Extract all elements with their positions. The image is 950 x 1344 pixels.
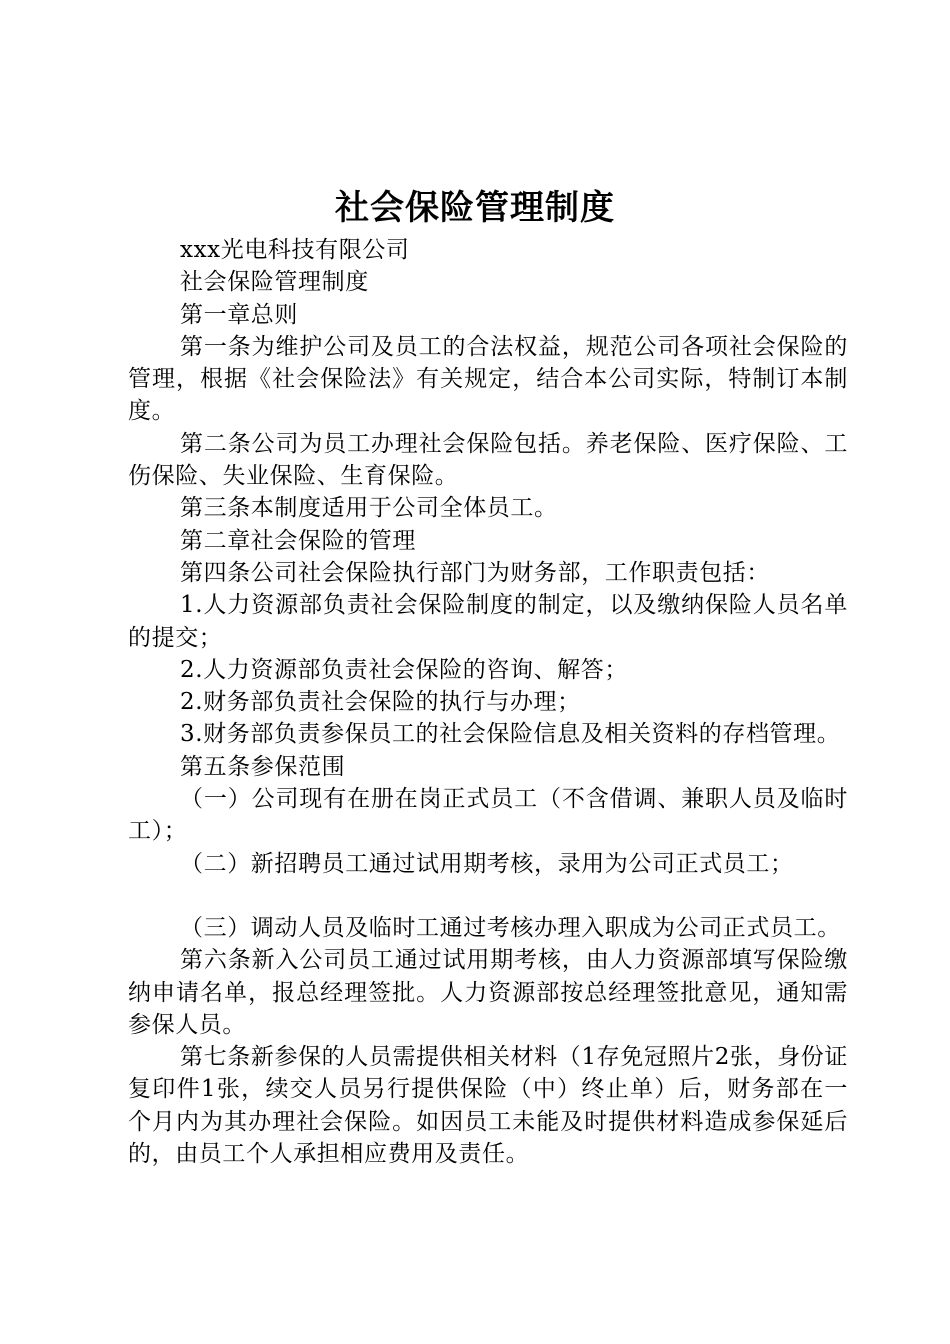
duty-item-1: 1.人力资源部负责社会保险制度的制定，以及缴纳保险人员名单的提交； [128, 592, 848, 651]
regulation-name: 社会保险管理制度 [180, 269, 369, 296]
document-title: 社会保险管理制度 [335, 188, 615, 228]
article-six: 第六条新入公司员工通过试用期考核，由人力资源部填写保险缴纳申请名单，报总经理签批。人力资源部按总经理签批意见，通知需参保人员。 [128, 947, 848, 1038]
chapter-two-heading: 第二章社会保险的管理 [180, 527, 416, 554]
duty-item-2: 2.人力资源部负责社会保险的咨询、解答； [180, 656, 628, 683]
article-one: 第一条为维护公司及员工的合法权益，规范公司各项社会保险的管理，根据《社会保险法》有关规定，结合本公司实际，特制订本制度。 [128, 333, 848, 425]
scope-item-3: （三）调动人员及临时工通过考核办理入职成为公司正式员工。 [180, 914, 841, 941]
article-seven: 第七条新参保的人员需提供相关材料（1存免冠照片2张，身份证复印件1张，续交人员另行提供保险（中）终止单）后，财务部在一个月内为其办理社会保险。如因员工未能及时提供材料造成参保延后的，由员工个人承担相应费用及责任。 [128, 1044, 848, 1168]
document-body [128, 234, 848, 1170]
blank-line [128, 880, 848, 912]
scope-item-1: （一）公司现有在册在岗正式员工（不含借调、兼职人员及临时工）； [128, 786, 848, 845]
article-three: 第三条本制度适用于公司全体员工。 [180, 495, 558, 522]
article-four: 第四条公司社会保险执行部门为财务部，工作职责包括： [180, 559, 770, 586]
article-two: 第二条公司为员工办理社会保险包括。养老保险、医疗保险、工伤保险、失业保险、生育保险。 [128, 430, 848, 490]
company-name: xxx光电科技有限公司 [180, 237, 410, 263]
duty-item-3: 2.财务部负责社会保险的执行与办理； [180, 689, 581, 716]
chapter-one-heading: 第一章总则 [180, 301, 298, 328]
duty-item-4: 3.财务部负责参保员工的社会保险信息及相关资料的存档管理。 [180, 721, 841, 748]
article-five: 第五条参保范围 [180, 753, 346, 780]
scope-item-2: （二）新招聘员工通过试用期考核，录用为公司正式员工； [180, 850, 794, 877]
